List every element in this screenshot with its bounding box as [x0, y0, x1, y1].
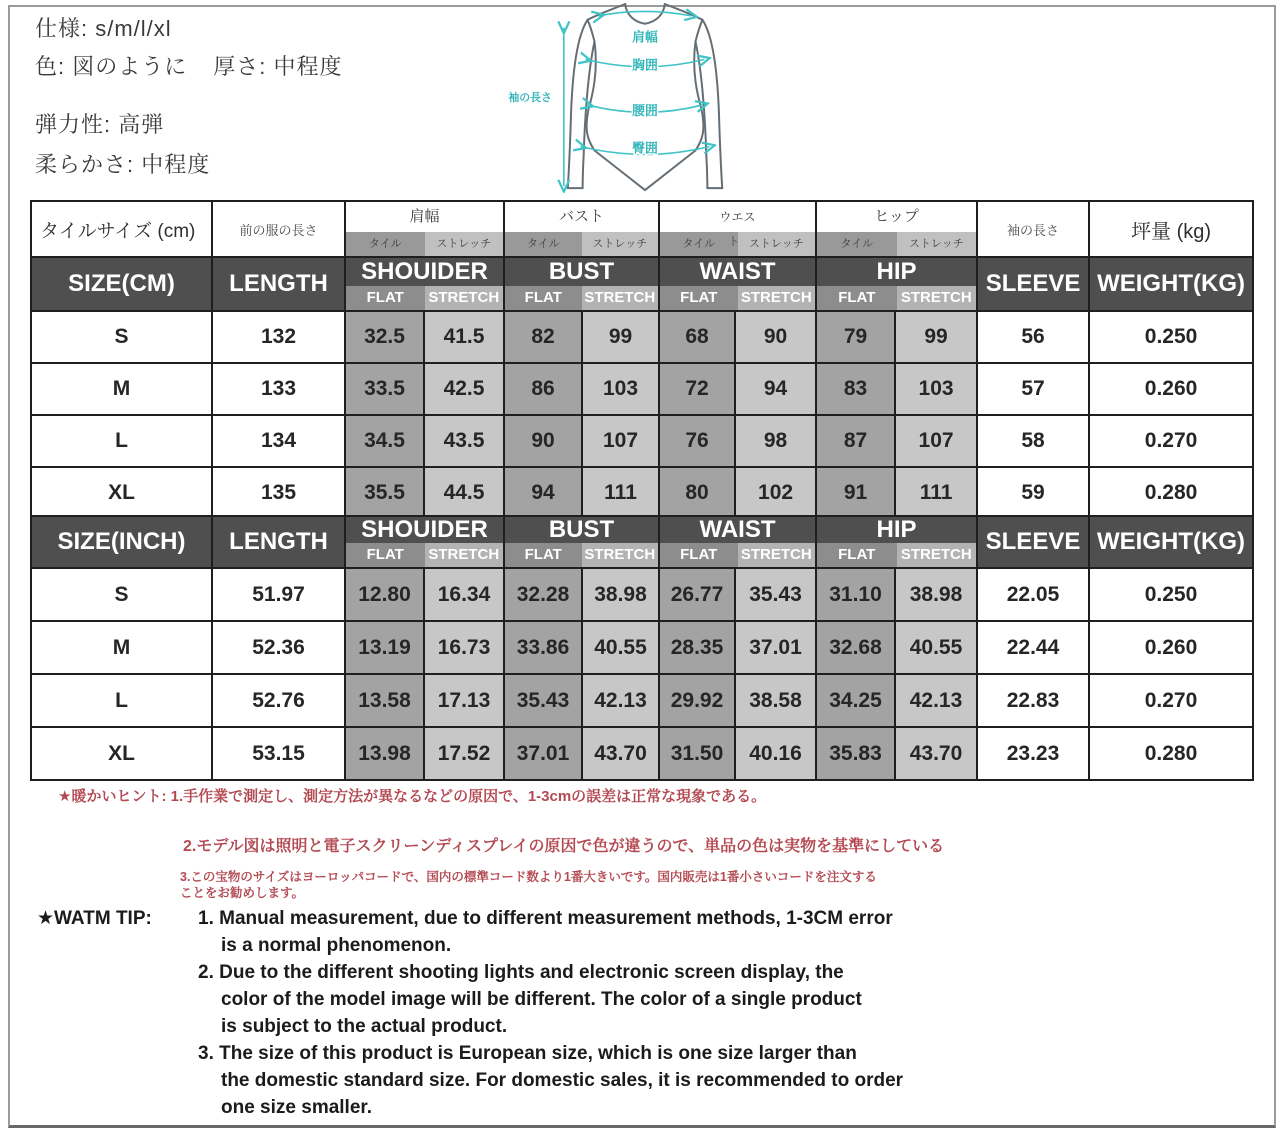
- stretch-subheader: STRETCH: [582, 543, 659, 567]
- table-cell: 41.5: [424, 311, 504, 363]
- table-cell: 79: [816, 311, 895, 363]
- jp-stretch-label: ストレッチ: [897, 232, 977, 256]
- table-cell: 37.01: [735, 621, 816, 674]
- inch-row-s: [31, 568, 1253, 621]
- spec-color: 色: 図のように: [35, 54, 188, 79]
- size-cell: L: [31, 674, 212, 727]
- table-cell: 17.13: [424, 674, 504, 727]
- inch-row-m: [31, 621, 1253, 674]
- bust-header-label: BUST: [548, 516, 615, 543]
- watm-tip-row-1: [37, 905, 1097, 932]
- table-cell: 38.98: [895, 568, 977, 621]
- table-cell: 0.260: [1089, 363, 1253, 415]
- jp-length-header: 前の服の長さ: [212, 201, 345, 257]
- shoulder-arrow: [598, 11, 691, 15]
- inch-en-header-row: [31, 516, 1253, 568]
- table-cell: 40.16: [735, 727, 816, 780]
- inch-row-l: [31, 674, 1253, 727]
- stretch-subheader: STRETCH: [897, 286, 977, 310]
- size-cell: S: [31, 568, 212, 621]
- inch-row-xl: [31, 727, 1253, 780]
- bodysuit-measurement-diagram: [495, 2, 795, 198]
- shoulder-header: [345, 257, 504, 311]
- size-cell: L: [31, 415, 212, 467]
- table-cell: 43.5: [424, 415, 504, 467]
- table-cell: 32.28: [504, 568, 582, 621]
- table-cell: 13.58: [345, 674, 424, 727]
- table-cell: 133: [212, 363, 345, 415]
- table-cell: 42.5: [424, 363, 504, 415]
- jp-waist-label: ウエス: [719, 210, 756, 224]
- table-cell: 13.19: [345, 621, 424, 674]
- table-cell: 43.70: [895, 727, 977, 780]
- bust-label: 胸囲: [632, 57, 658, 73]
- bust-header: [504, 516, 659, 568]
- table-cell: 111: [895, 467, 977, 519]
- jp-tip-line-1: ★暖かいヒント: 1.手作業で測定し、測定方法が異なるなどの原因で、1-3cmの誤差は正常な現象である。: [58, 788, 767, 805]
- table-cell: 43.70: [582, 727, 659, 780]
- table-cell: 90: [504, 415, 582, 467]
- hip-label: 臀囲: [632, 140, 658, 156]
- length-header: LENGTH: [212, 516, 345, 568]
- spec-line-spec: 仕様: s/m/l/xl: [35, 16, 172, 41]
- stretch-subheader: STRETCH: [897, 543, 977, 567]
- waist-header: [659, 257, 816, 311]
- table-cell: 16.73: [424, 621, 504, 674]
- watm-tip-text: is subject to the actual product.: [221, 1016, 508, 1037]
- flat-subheader: FLAT: [346, 543, 425, 567]
- table-cell: 44.5: [424, 467, 504, 519]
- table-cell: 35.43: [735, 568, 816, 621]
- table-cell: 35.5: [345, 467, 424, 519]
- table-cell: 33.86: [504, 621, 582, 674]
- jp-flat-label: タイル: [505, 232, 582, 256]
- table-cell: 82: [504, 311, 582, 363]
- table-cell: 58: [977, 415, 1089, 467]
- table-cell: 53.15: [212, 727, 345, 780]
- cm-row-l: [31, 415, 1253, 467]
- flat-subheader: FLAT: [505, 543, 582, 567]
- shoulder-label: 肩幅: [632, 29, 658, 45]
- table-cell: 38.58: [735, 674, 816, 727]
- table-cell: 31.10: [816, 568, 895, 621]
- jp-waist-overflow: ト: [728, 236, 740, 248]
- spec-line-elasticity: 弾力性: 高弾: [35, 112, 165, 137]
- table-cell: 56: [977, 311, 1089, 363]
- flat-subheader: FLAT: [660, 286, 738, 310]
- size-cell: XL: [31, 727, 212, 780]
- stretch-subheader: STRETCH: [425, 286, 504, 310]
- size-inch-header: SIZE(INCH): [31, 516, 212, 568]
- flat-subheader: FLAT: [505, 286, 582, 310]
- stretch-subheader: STRETCH: [738, 543, 816, 567]
- table-cell: 12.80: [345, 568, 424, 621]
- jp-flat-label: タイル: [346, 232, 425, 256]
- size-cell: XL: [31, 467, 212, 519]
- jp-weight-header: 坪量 (kg): [1089, 201, 1253, 257]
- bust-header-label: BUST: [548, 258, 615, 285]
- jp-stretch-label: ストレッチ: [425, 232, 504, 256]
- table-cell: 42.13: [895, 674, 977, 727]
- table-cell: 22.83: [977, 674, 1089, 727]
- jp-tip-line-4: ことをお勧めします。: [180, 886, 305, 900]
- table-cell: 31.50: [659, 727, 735, 780]
- table-cell: 135: [212, 467, 345, 519]
- table-cell: 90: [735, 311, 816, 363]
- size-cell: M: [31, 363, 212, 415]
- table-cell: 68: [659, 311, 735, 363]
- table-cell: 107: [895, 415, 977, 467]
- table-cell: 94: [504, 467, 582, 519]
- table-cell: 23.23: [977, 727, 1089, 780]
- size-cell: S: [31, 311, 212, 363]
- table-cell: 34.25: [816, 674, 895, 727]
- table-cell: 57: [977, 363, 1089, 415]
- shoulder-header-label: SHOUIDER: [361, 258, 488, 285]
- table-cell: 16.34: [424, 568, 504, 621]
- table-cell: 26.77: [659, 568, 735, 621]
- hip-header-label: HIP: [876, 516, 917, 543]
- bust-header: [504, 257, 659, 311]
- table-cell: 0.270: [1089, 415, 1253, 467]
- flat-subheader: FLAT: [660, 543, 738, 567]
- watm-tip-text: one size smaller.: [221, 1097, 373, 1118]
- table-cell: 0.260: [1089, 621, 1253, 674]
- watm-tip-label: ★WATM TIP:: [37, 908, 152, 929]
- table-cell: 0.280: [1089, 467, 1253, 519]
- sleeve-header: SLEEVE: [977, 516, 1089, 568]
- table-cell: 33.5: [345, 363, 424, 415]
- jp-size-header: タイルサイズ (cm): [31, 201, 212, 257]
- table-cell: 51.97: [212, 568, 345, 621]
- table-cell: 91: [816, 467, 895, 519]
- flat-subheader: FLAT: [817, 543, 897, 567]
- table-cell: 29.92: [659, 674, 735, 727]
- table-cell: 83: [816, 363, 895, 415]
- table-cell: 32.68: [816, 621, 895, 674]
- table-cell: 0.250: [1089, 311, 1253, 363]
- size-cell: M: [31, 621, 212, 674]
- table-cell: 35.83: [816, 727, 895, 780]
- table-cell: 13.98: [345, 727, 424, 780]
- watm-tip-text: 1. Manual measurement, due to different measurement methods, 1-3CM error: [198, 908, 893, 929]
- watm-tip-text: 2. Due to the different shooting lights and electronic screen display, the: [198, 962, 844, 983]
- jp-stretch-label: ストレッチ: [738, 232, 816, 256]
- table-cell: 22.44: [977, 621, 1089, 674]
- table-cell: 111: [582, 467, 659, 519]
- jp-flat-label: タイル: [660, 232, 738, 256]
- table-cell: 35.43: [504, 674, 582, 727]
- table-cell: 52.76: [212, 674, 345, 727]
- table-cell: 32.5: [345, 311, 424, 363]
- jp-shoulder-group: [345, 201, 504, 257]
- cm-jp-header-row: [31, 201, 1253, 257]
- shoulder-header: [345, 516, 504, 568]
- table-cell: 52.36: [212, 621, 345, 674]
- jp-sleeve-header: 袖の長さ: [977, 201, 1089, 257]
- flat-subheader: FLAT: [817, 286, 897, 310]
- table-cell: 80: [659, 467, 735, 519]
- table-cell: 87: [816, 415, 895, 467]
- table-cell: 102: [735, 467, 816, 519]
- weight-header: WEIGHT(KG): [1089, 516, 1253, 568]
- jp-shoulder-label: 肩幅: [409, 208, 440, 225]
- shoulder-header-label: SHOUIDER: [361, 516, 488, 543]
- size-cm-header: SIZE(CM): [31, 257, 212, 311]
- cm-row-m: [31, 363, 1253, 415]
- hip-header-label: HIP: [876, 258, 917, 285]
- jp-tip-line-3: 3.この宝物のサイズはヨーロッパコードで、国内の標準コード数より1番大きいです。国内販売は1番小さいコードを注文する: [180, 870, 877, 884]
- table-cell: 99: [582, 311, 659, 363]
- table-cell: 40.55: [895, 621, 977, 674]
- table-cell: 28.35: [659, 621, 735, 674]
- waist-header-label: WAIST: [699, 258, 776, 285]
- size-table-inch: [30, 515, 1254, 781]
- table-cell: 72: [659, 363, 735, 415]
- table-cell: 76: [659, 415, 735, 467]
- table-cell: 34.5: [345, 415, 424, 467]
- table-cell: 0.270: [1089, 674, 1253, 727]
- jp-waist-group: [659, 201, 816, 257]
- cm-row-xl: [31, 467, 1253, 519]
- stretch-subheader: STRETCH: [738, 286, 816, 310]
- table-cell: 59: [977, 467, 1089, 519]
- waist-header-label: WAIST: [699, 516, 776, 543]
- table-cell: 107: [582, 415, 659, 467]
- hip-header: [816, 516, 977, 568]
- table-cell: 22.05: [977, 568, 1089, 621]
- table-cell: 86: [504, 363, 582, 415]
- jp-stretch-label: ストレッチ: [582, 232, 659, 256]
- watm-tip-text: 3. The size of this product is European size, which is one size larger than: [198, 1043, 857, 1064]
- watm-tip-text: is a normal phenomenon.: [221, 935, 452, 956]
- jp-tip-line-2: 2.モデル図は照明と電子スクリーンディスプレイの原因で色が違うので、単品の色は実物を基準にしている: [183, 838, 945, 855]
- length-header: LENGTH: [212, 257, 345, 311]
- watm-tip-text: color of the model image will be different. The color of a single product: [221, 989, 862, 1010]
- table-cell: 103: [582, 363, 659, 415]
- waist-header: [659, 516, 816, 568]
- table-cell: 94: [735, 363, 816, 415]
- jp-flat-label: タイル: [817, 232, 897, 256]
- table-cell: 42.13: [582, 674, 659, 727]
- jp-hip-group: [816, 201, 977, 257]
- cm-en-header-row: [31, 257, 1253, 311]
- stretch-subheader: STRETCH: [582, 286, 659, 310]
- sleeve-header: SLEEVE: [977, 257, 1089, 311]
- watm-tip-text: the domestic standard size. For domestic sales, it is recommended to order: [221, 1070, 904, 1091]
- jp-bust-group: [504, 201, 659, 257]
- flat-subheader: FLAT: [346, 286, 425, 310]
- table-cell: 132: [212, 311, 345, 363]
- stretch-subheader: STRETCH: [425, 543, 504, 567]
- table-cell: 98: [735, 415, 816, 467]
- spec-thickness: 厚さ: 中程度: [213, 54, 343, 79]
- table-cell: 17.52: [424, 727, 504, 780]
- table-cell: 0.280: [1089, 727, 1253, 780]
- weight-header: WEIGHT(KG): [1089, 257, 1253, 311]
- table-cell: 0.250: [1089, 568, 1253, 621]
- spec-line-softness: 柔らかさ: 中程度: [35, 152, 211, 177]
- cm-row-s: [31, 311, 1253, 363]
- table-cell: 103: [895, 363, 977, 415]
- spec-line-color-thickness: [35, 50, 342, 81]
- size-table-cm: [30, 200, 1254, 520]
- table-cell: 99: [895, 311, 977, 363]
- hip-header: [816, 257, 977, 311]
- sleeve-label: 袖の長さ: [508, 91, 552, 104]
- watm-tip-block: [37, 905, 1097, 1121]
- jp-bust-label: バスト: [559, 208, 605, 225]
- jp-hip-label: ヒップ: [874, 208, 919, 225]
- table-cell: 134: [212, 415, 345, 467]
- table-cell: 37.01: [504, 727, 582, 780]
- table-cell: 38.98: [582, 568, 659, 621]
- table-cell: 40.55: [582, 621, 659, 674]
- waist-label: 腰囲: [632, 102, 658, 118]
